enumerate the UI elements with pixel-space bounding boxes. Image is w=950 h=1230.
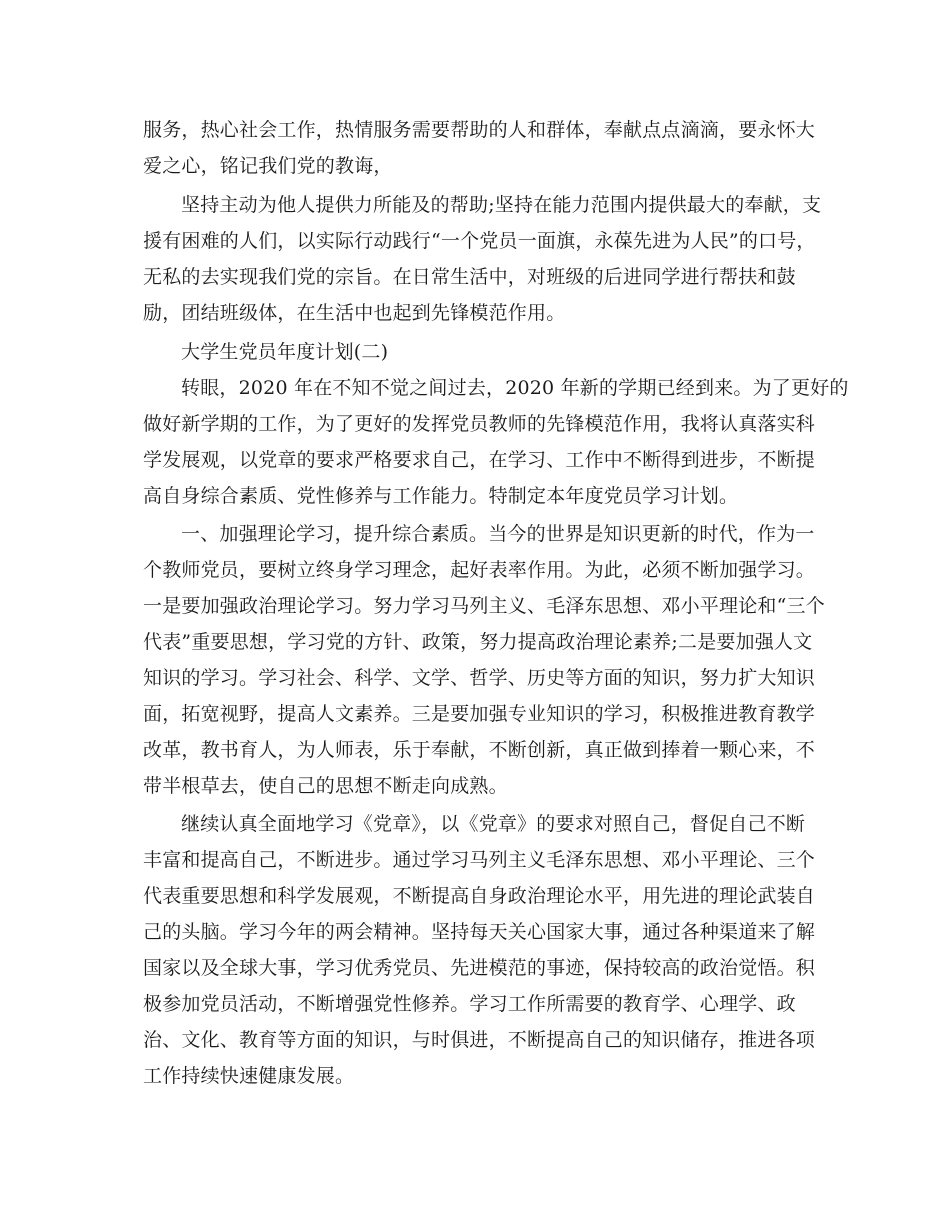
text-line: 励，团结班级体，在生活中也起到先锋模范作用。 bbox=[143, 302, 566, 324]
text-line: 改革，教书育人，为人师表，乐于奉献，不断创新，真正做到捧着一颗心来，不 bbox=[143, 739, 816, 761]
text-line: 做好新学期的工作，为了更好的发挥党员教师的先锋模范作用，我将认真落实科 bbox=[143, 413, 816, 435]
text-line: 服务，热心社会工作，热情服务需要帮助的人和群体，奉献点点滴滴，要永怀大 bbox=[143, 119, 816, 141]
text-line: 知识的学习。学习社会、科学、文学、哲学、历史等方面的知识，努力扩大知识 bbox=[143, 667, 816, 689]
section-heading: 大学生党员年度计划(二) bbox=[181, 341, 389, 363]
text-line: 高自身综合素质、党性修养与工作能力。特制定本年度党员学习计划。 bbox=[143, 485, 739, 507]
text-line: 工作持续快速健康发展。 bbox=[143, 1065, 355, 1087]
text-line: 带半根草去，使自己的思想不断走向成熟。 bbox=[143, 775, 508, 797]
text-line: 国家以及全球大事，学习优秀党员、先进模范的事迹，保持较高的政治觉悟。积 bbox=[143, 957, 816, 979]
text-line: 丰富和提高自己，不断进步。通过学习马列主义毛泽东思想、邓小平理论、三个 bbox=[143, 849, 816, 871]
text-line: 无私的去实现我们党的宗旨。在日常生活中，对班级的后进同学进行帮扶和鼓 bbox=[143, 266, 796, 288]
text-line: 援有困难的人们，以实际行动践行“一个党员一面旗，永葆先进为人民”的口号， bbox=[143, 230, 816, 252]
text-line: 爱之心，铭记我们党的教诲， bbox=[143, 155, 393, 177]
text-line: 坚持主动为他人提供力所能及的帮助;坚持在能力范围内提供最大的奉献，支 bbox=[181, 194, 822, 216]
text-line: 学发展观，以党章的要求严格要求自己，在学习、工作中不断得到进步，不断提 bbox=[143, 449, 816, 471]
text-line: 继续认真全面地学习《党章》，以《党章》的要求对照自己，督促自己不断 bbox=[181, 813, 806, 835]
text-line: 面，拓宽视野，提高人文素养。三是要加强专业知识的学习，积极推进教育教学 bbox=[143, 703, 816, 725]
text-line: 治、文化、教育等方面的知识，与时俱进，不断提高自己的知识储存，推进各项 bbox=[143, 1029, 816, 1051]
text-line: 己的头脑。学习今年的两会精神。坚持每天关心国家大事，通过各种渠道来了解 bbox=[143, 921, 816, 943]
text-line: 转眼，2020 年在不知不觉之间过去，2020 年新的学期已经到来。为了更好的 bbox=[181, 377, 849, 399]
text-line: 一是要加强政治理论学习。努力学习马列主义、毛泽东思想、邓小平理论和“三个 bbox=[143, 595, 825, 617]
text-line: 极参加党员活动，不断增强党性修养。学习工作所需要的教育学、心理学、政 bbox=[143, 993, 796, 1015]
text-line: 一、加强理论学习，提升综合素质。当今的世界是知识更新的时代，作为一 bbox=[181, 523, 815, 545]
text-line: 个教师党员，要树立终身学习理念，起好表率作用。为此，必须不断加强学习。 bbox=[143, 559, 816, 581]
text-line: 代表”重要思想，学习党的方针、政策，努力提高政治理论素养;二是要加强人文 bbox=[143, 631, 813, 653]
text-line: 代表重要思想和科学发展观，不断提高自身政治理论水平，用先进的理论武装自 bbox=[143, 885, 816, 907]
